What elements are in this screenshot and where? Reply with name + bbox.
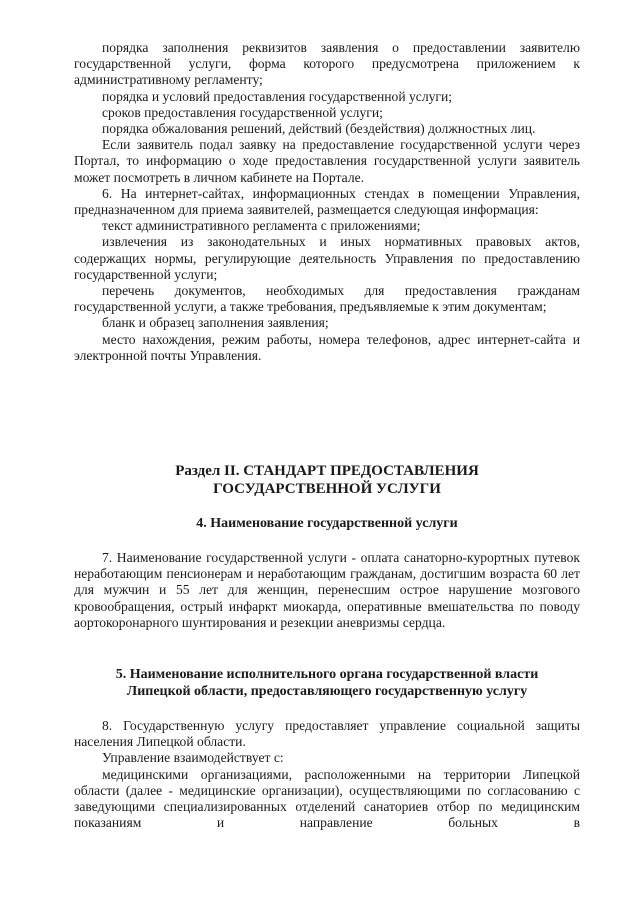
paragraph: Управление взаимодействует с: [102,750,284,766]
section-2-heading: Раздел II. СТАНДАРТ ПРЕДОСТАВЛЕНИЯ ГОСУДАРСТВЕННОЙ УСЛУГИ [175,463,479,497]
section-4-heading: 4. Наименование государственной услуги [196,516,458,531]
paragraph: порядка и условий предоставления государственной услуги; [102,88,453,104]
section-5-heading: 5. Наименование исполнительного органа государственной власти Липецкой области, предоставляющего государственную услугу [115,667,539,699]
paragraph: медицинскими организациями, расположенными на территории Липецкой области (далее - медицинские организации), осуществляющими по согласованию с заведующими специализированных отделений санаториев отбор по медицинским показаниям и направление больных в [74,766,580,831]
paragraph: 6. На интернет-сайтах, информационных стендах в помещении Управления, предназначенном для приема заявителей, размещается следующая информация: [74,185,580,218]
paragraph: текст административного регламента с приложениями; [102,218,421,234]
authority-block [74,718,580,831]
paragraph: перечень документов, необходимых для предоставления гражданам государственной услуги, а также требования, предъявляемые к этим документам; [74,283,580,315]
paragraph: извлечения из законодательных и иных нормативных правовых актов, содержащих нормы, регулирующие деятельность Управления по предоставлению государственной услуги; [74,234,580,282]
service-name-block [74,550,580,631]
paragraph: порядка обжалования решений, действий (бездействия) должностных лиц. [102,121,536,137]
paragraph: бланк и образец заполнения заявления; [102,315,329,331]
paragraph: 8. Государственную услугу предоставляет управление социальной защиты населения Липецкой области. [74,718,580,750]
paragraph: 7. Наименование государственной услуги - оплата санаторно-курортных путевок неработающим пенсионерам и неработающим гражданам, достигшим возраста 60 лет для мужчин и 55 лет для женщин, перенесшим острое нарушение мозгового кровообращения, острый инфаркт миокарда, оперативные вмешательства по поводу аортокоронарного шунтирования и резекции аневризмы сердца. [74,550,580,630]
paragraph: сроков предоставления государственной услуги; [102,104,383,120]
paragraph: место нахождения, режим работы, номера телефонов, адрес интернет-сайта и электронной почты Управления. [74,331,580,363]
paragraph: порядка заполнения реквизитов заявления о предоставлении заявителю государственной услуги, форма которого предусмотрена приложением к административному регламенту; [74,40,580,88]
paragraph: Если заявитель подал заявку на предоставление государственной услуги через Портал, то информацию о ходе предоставления государственной услуги заявитель может посмотреть в личном кабинете на Портале. [74,137,580,185]
info-list-block [74,40,580,364]
